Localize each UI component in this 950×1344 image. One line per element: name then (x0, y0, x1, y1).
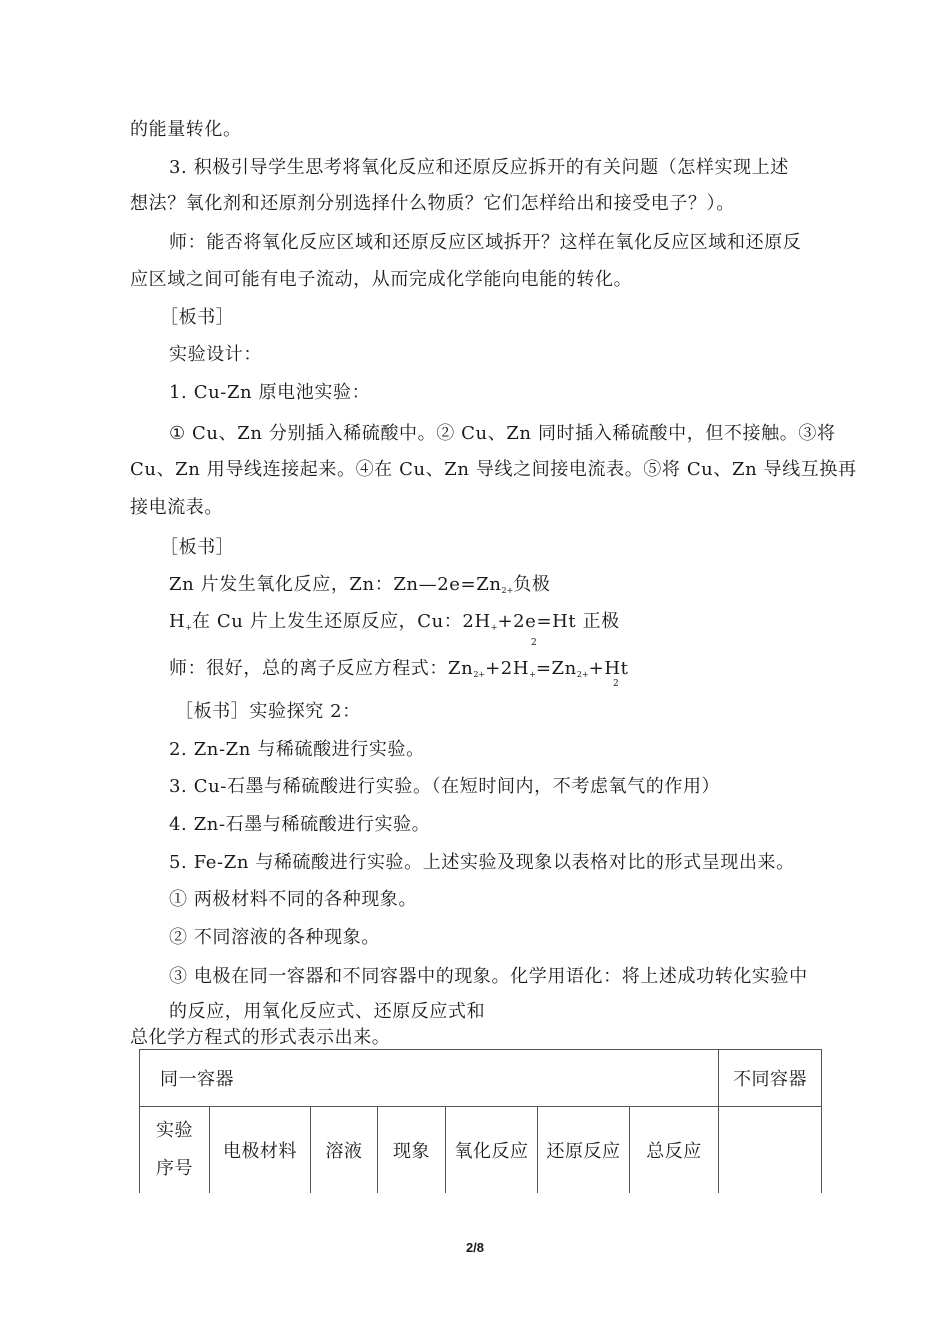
board-note-label: ［板书］ (160, 537, 235, 558)
paragraph-line: 的能量转化。 (130, 119, 242, 140)
list-item: ① 两极材料不同的各种现象。 (169, 889, 418, 910)
different-container-cell (719, 1107, 822, 1194)
experiment-table (139, 1049, 822, 1193)
list-item: 5. Fe-Zn 与稀硫酸进行实验。上述实验及现象以表格对比的形式呈现出来。 (169, 852, 795, 873)
list-item: ② 不同溶液的各种现象。 (169, 927, 380, 948)
list-item: 3. Cu-石墨与稀硫酸进行实验。（在短时间内，不考虑氧气的作用） (169, 776, 721, 797)
list-item: 2. Zn-Zn 与稀硫酸进行实验。 (169, 739, 425, 760)
paragraph-line: 的反应，用氧化反应式、还原反应式和 (169, 1001, 486, 1022)
board-note-heading: ［板书］实验探究 2： (175, 701, 361, 722)
different-container-header: 不同容器 (719, 1050, 822, 1107)
oxidation-header: 氧化反应 (446, 1107, 538, 1194)
paragraph-line: 接电流表。 (130, 497, 223, 518)
subscript-note: 2 (613, 679, 619, 689)
board-note-label: ［板书］ (160, 307, 235, 328)
ionic-equation: 师：很好，总的离子反应方程式：Zn2++2H+=Zn2++Ht (169, 658, 629, 679)
electrode-header: 电极材料 (210, 1107, 311, 1194)
list-item: 4. Zn-石墨与稀硫酸进行实验。 (169, 814, 431, 835)
solution-header: 溶液 (311, 1107, 378, 1194)
seq-header: 实验 序号 (140, 1107, 210, 1194)
paragraph-line: 3. 积极引导学生思考将氧化反应和还原反应拆开的有关问题（怎样实现上述 (169, 157, 789, 178)
phenomenon-header: 现象 (378, 1107, 446, 1194)
subscript-note: 2 (531, 638, 537, 648)
oxidation-equation: Zn 片发生氧化反应，Zn：Zn—2e=Zn2+负极 (169, 574, 551, 595)
list-item: ③ 电极在同一容器和不同容器中的现象。化学用语化：将上述成功转化实验中 (169, 966, 808, 987)
paragraph-line: Cu、Zn 用导线连接起来。④在 Cu、Zn 导线之间接电流表。⑤将 Cu、Zn 导线互换再 (130, 459, 857, 480)
reduction-header: 还原反应 (538, 1107, 630, 1194)
paragraph-line: 应区域之间可能有电子流动，从而完成化学能向电能的转化。 (130, 269, 633, 290)
list-item: 1. Cu-Zn 原电池实验： (169, 382, 371, 403)
section-heading: 实验设计： (169, 344, 262, 365)
paragraph-line: 想法？氧化剂和还原剂分别选择什么物质？它们怎样给出和接受电子？）。 (130, 193, 735, 214)
total-reaction-header: 总反应 (630, 1107, 719, 1194)
paragraph-line: 总化学方程式的形式表示出来。 (130, 1027, 391, 1048)
paragraph-line: 师：能否将氧化反应区域和还原反应区域拆开？这样在氧化反应区域和还原反 (169, 232, 802, 253)
table-column-header-row (140, 1107, 822, 1194)
paragraph-line: ① Cu、Zn 分别插入稀硫酸中。② Cu、Zn 同时插入稀硫酸中，但不接触。③将 (169, 423, 836, 444)
page-number: 2/8 (465, 1240, 485, 1255)
same-container-header: 同一容器 (140, 1050, 719, 1107)
table-header-row (140, 1050, 822, 1107)
reduction-equation: H+在 Cu 片上发生还原反应，Cu：2H++2e=Ht 正极 (169, 611, 620, 632)
